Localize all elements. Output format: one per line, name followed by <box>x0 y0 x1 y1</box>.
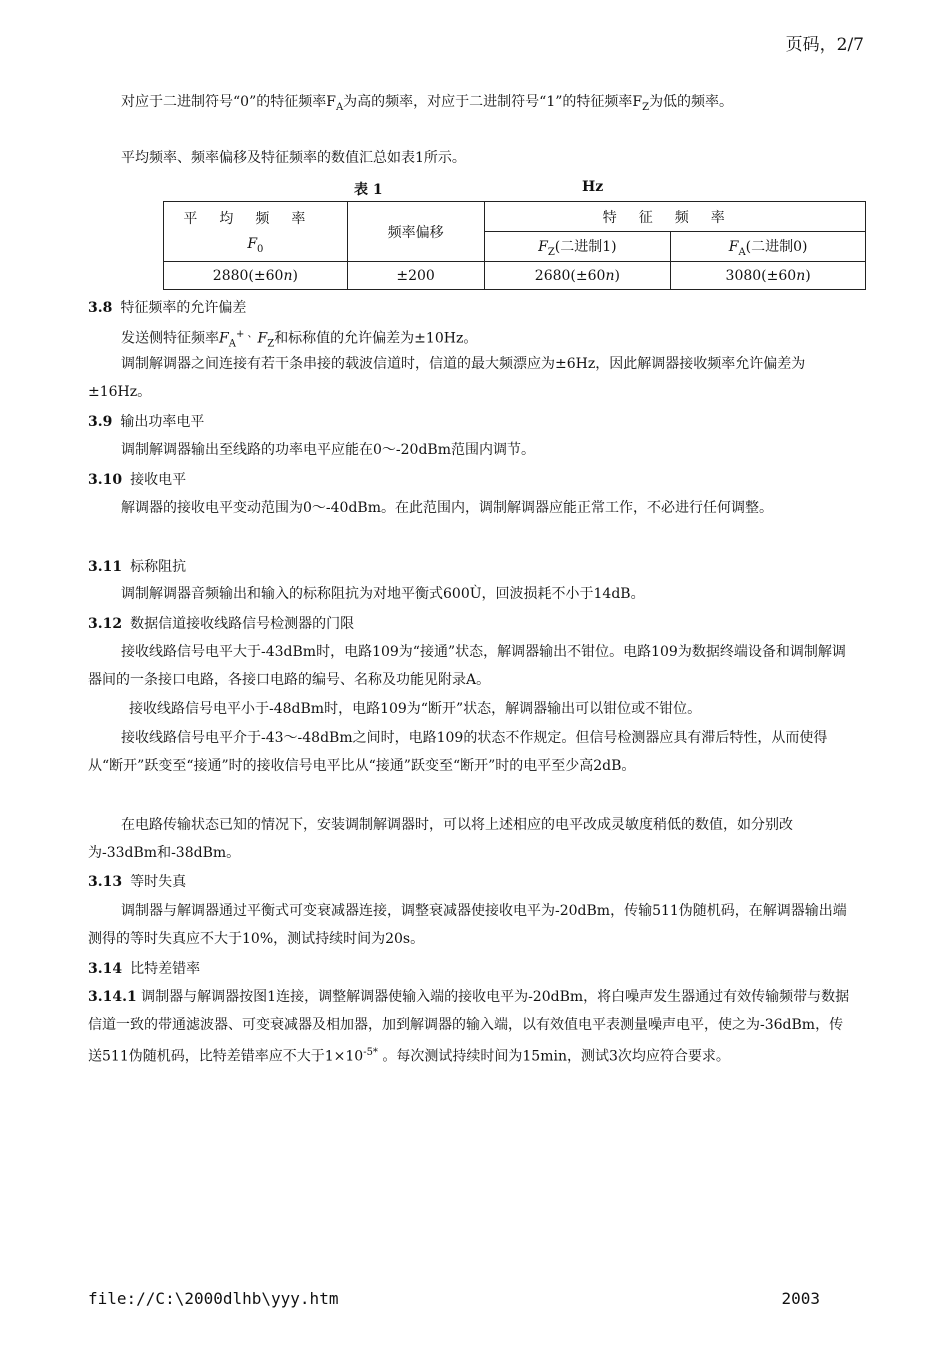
section-number: 3.13 <box>88 874 123 890</box>
cell-var: n <box>796 267 806 284</box>
s312-paragraph-1: 接收线路信号电平大于-43dBm时，电路109为“接通”状态，解调器输出不钳位。电路109为数据终端设备和调制解调器间的一条接口电路，各接口电路的编号、名称及功能见附录A。 <box>88 644 846 688</box>
section-title: 比特差错率 <box>130 961 201 977</box>
symbol-f: F <box>219 330 229 347</box>
intro-paragraph-2: 平均频率、频率偏移及特征频率的数值汇总如表1所示。 <box>121 150 466 166</box>
frequency-table <box>163 201 866 290</box>
header-characteristic-frequency: 特征频率 <box>484 202 866 232</box>
cell-value: 2880(±60 <box>212 267 284 284</box>
header-text: (二进制1) <box>554 238 617 255</box>
subscript: A <box>228 338 236 350</box>
intro-text: 为低的频率。 <box>649 94 734 110</box>
header-label: 平均频率 <box>183 211 328 227</box>
s310-paragraph-1: 解调器的接收电平变动范围为0～-40dBm。在此范围内，调制解调器应能正常工作，不必进行任何调整。 <box>121 500 773 516</box>
header-average-frequency <box>164 202 348 262</box>
intro-text: 对应于二进制符号“0”的特征频率F <box>121 94 336 110</box>
footer-date: 2003 <box>781 1289 820 1308</box>
subscript: A <box>335 101 344 113</box>
para-text: 调制器与解调器按图1连接，调整解调器使输入端的接收电平为-20dBm，将白噪声发生器通过有效传输频带与数据信道一致的带通滤波器、可变衰减器及相加器，加到解调器的输入端，以有效值电平表测量噪声电平，使之为-36dBm，传送511伪随机码，比特差错率应不大于1×10 <box>88 989 850 1065</box>
superscript: + 、 <box>235 329 258 340</box>
symbol-f: F <box>728 238 739 255</box>
s312-paragraph-2: 接收线路信号电平小于-48dBm时，电路109为“断开”状态，解调器输出可以钳位或不钳位。 <box>129 701 702 717</box>
header-frequency-offset: 频率偏移 <box>347 202 484 262</box>
cell-value: 2680(±60 <box>534 267 606 284</box>
cell-paren: ) <box>614 267 620 284</box>
section-heading-3-11 <box>88 557 186 577</box>
s38-paragraph-2: 调制解调器之间连接有若干条串接的载波信道时，信道的最大频漂应为±6Hz，因此解调器接收频率允许偏差为±16Hz。 <box>88 356 806 400</box>
subscript: A <box>738 246 746 258</box>
subscript: 0 <box>257 243 264 255</box>
cell-var: n <box>605 267 615 284</box>
s313-paragraph-1: 调制器与解调器通过平衡式可变衰减器连接，调整衰减器使接收电平为-20dBm，传输511伪随机码，在解调器输出端测得的等时失真应不大于10%，测试持续时间为20s。 <box>88 903 847 947</box>
section-number: 3.8 <box>88 300 113 316</box>
cell-fz <box>484 262 671 290</box>
cell-fa <box>671 262 866 290</box>
symbol-f: F <box>257 330 268 347</box>
intro-paragraph-1 <box>88 88 856 122</box>
cell-average <box>164 262 348 290</box>
section-title: 输出功率电平 <box>120 414 205 430</box>
symbol-f: F <box>538 238 548 255</box>
cell-var: n <box>283 267 293 284</box>
section-number: 3.10 <box>88 472 123 488</box>
para-text: 发送侧特征频率 <box>121 330 219 347</box>
section-title: 数据信道接收线路信号检测器的门限 <box>130 616 355 632</box>
s39-paragraph-1: 调制解调器输出至线路的功率电平应能在0～-20dBm范围内调节。 <box>121 442 535 458</box>
header-text: (二进制0) <box>745 238 808 255</box>
section-heading-3-8 <box>88 298 246 318</box>
subscript: Z <box>547 246 555 258</box>
section-heading-3-10 <box>88 470 186 490</box>
symbol-f: F <box>247 236 258 252</box>
section-heading-3-13 <box>88 872 186 892</box>
header-fz <box>484 232 671 262</box>
section-number: 3.14 <box>88 961 123 977</box>
s312-paragraph-4: 在电路传输状态已知的情况下，安装调制解调器时，可以将上述相应的电平改成灵敏度稍低的数值，如分别改为-33dBm和-38dBm。 <box>88 817 793 861</box>
footer-file-path: file://C:\2000dlhb\yyy.htm <box>88 1289 339 1308</box>
para-text: 和标称值的允许偏差为±10Hz。 <box>274 330 478 347</box>
section-title: 接收电平 <box>130 472 187 488</box>
section-heading-3-9 <box>88 412 204 432</box>
subscript: Z <box>642 101 650 113</box>
section-heading-3-14 <box>88 959 200 979</box>
s312-paragraph-3: 接收线路信号电平介于-43～-48dBm之间时，电路109的状态不作规定。但信号检测器应具有滞后特性，从而使得从“断开”跃变至“接通”时的接收信号电平比从“接通”跃变至“断开”时的电平至少高2dB。 <box>88 730 828 774</box>
subscript: Z <box>267 338 275 350</box>
section-number: 3.12 <box>88 616 123 632</box>
s311-paragraph-1: 调制解调器音频输出和输入的标称阻抗为对地平衡式600Ù，回波损耗不小于14dB。 <box>121 586 645 602</box>
section-number: 3.11 <box>88 559 123 575</box>
table-unit: Hz <box>582 179 604 195</box>
page-number: 页码，2/7 <box>785 35 864 55</box>
subsection-number: 3.14.1 <box>88 989 137 1005</box>
section-heading-3-12 <box>88 614 354 634</box>
cell-paren: ) <box>805 267 811 284</box>
para-text: 。每次测试持续时间为15min，测试3次均应符合要求。 <box>377 1048 730 1065</box>
header-fa <box>671 232 866 262</box>
cell-offset: ±200 <box>347 262 484 290</box>
s314-paragraph-1 <box>88 983 856 1071</box>
section-title: 特征频率的允许偏差 <box>120 300 247 316</box>
intro-text: 为高的频率，对应于二进制符号“1”的特征频率F <box>343 94 643 110</box>
header-symbol <box>164 236 347 255</box>
table-caption: 表 1 <box>354 182 383 198</box>
section-title: 标称阻抗 <box>130 559 187 575</box>
cell-value: 3080(±60 <box>725 267 797 284</box>
cell-paren: ) <box>292 267 298 284</box>
section-number: 3.9 <box>88 414 113 430</box>
superscript: -5* <box>363 1047 378 1058</box>
section-title: 等时失真 <box>130 874 187 890</box>
